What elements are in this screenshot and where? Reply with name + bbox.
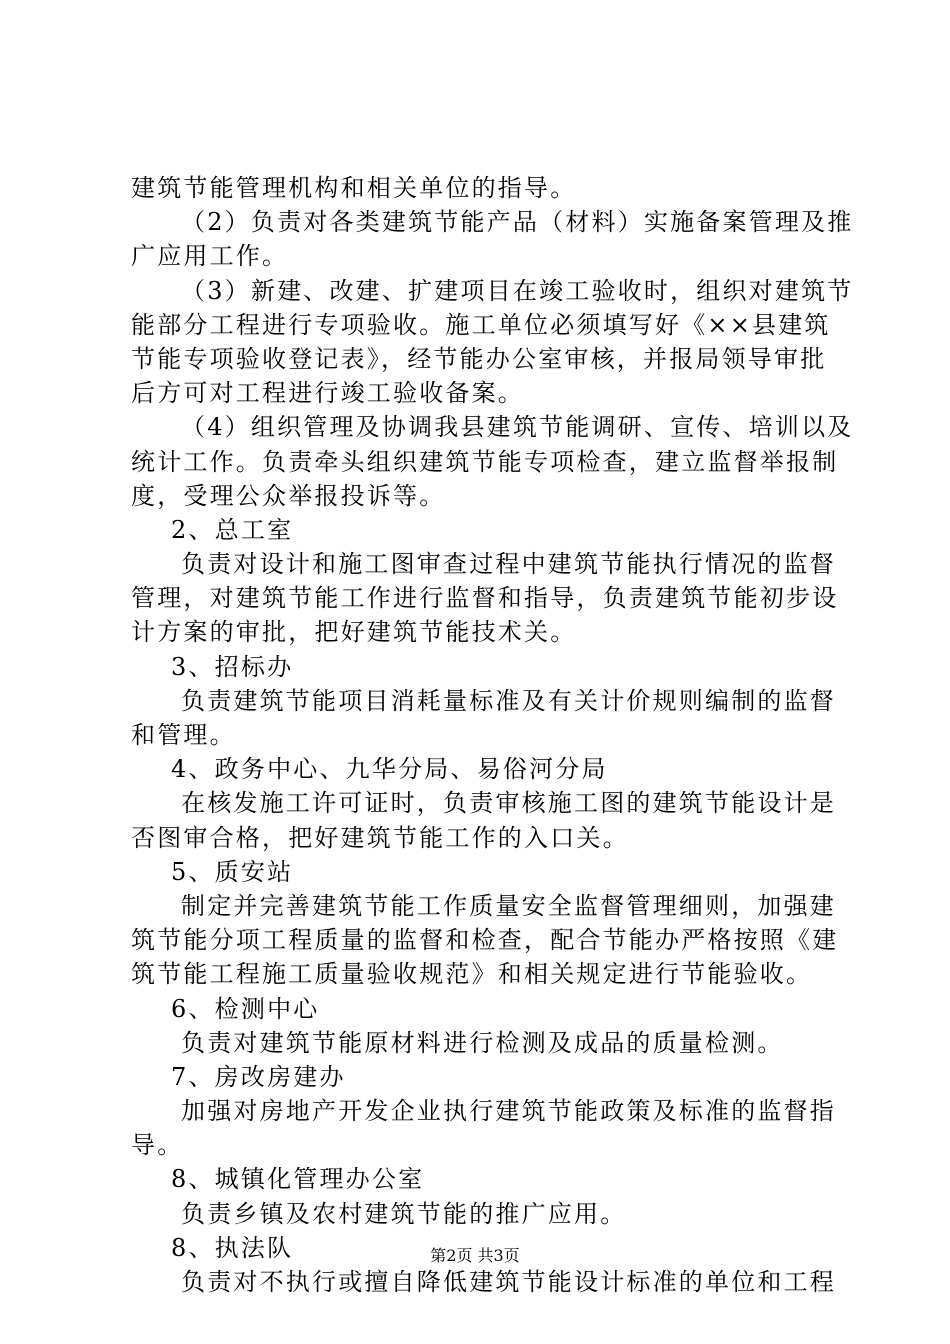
text-line: 6、检测中心 <box>171 994 320 1023</box>
text-line: 广应用工作。 <box>131 242 289 271</box>
text-line: 在核发施工许可证时，负责审核施工图的建筑节能设计是 <box>181 789 836 818</box>
text-line: （4）组织管理及协调我县建筑节能调研、宣传、培训以及 <box>181 413 854 442</box>
text-line: 7、房改房建办 <box>171 1062 346 1091</box>
text-line: 负责乡镇及农村建筑节能的推广应用。 <box>181 1199 627 1228</box>
text-line: 否图审合格，把好建筑节能工作的入口关。 <box>131 823 629 852</box>
text-line: 管理，对建筑节能工作进行监督和指导，负责建筑节能初步设 <box>131 584 839 613</box>
text-line: 建筑节能管理机构和相关单位的指导。 <box>131 174 577 202</box>
text-line: 4、政务中心、九华分局、易俗河分局 <box>171 755 608 784</box>
text-line: 3、招标办 <box>171 652 294 681</box>
text-line: 2、总工室 <box>171 515 294 544</box>
page-footer: 第2页 共3页 <box>430 1246 520 1265</box>
text-line: 5、质安站 <box>171 857 294 886</box>
text-line: 加强对房地产开发企业执行建筑节能政策及标准的监督指 <box>181 1097 836 1126</box>
text-line: 度，受理公众举报投诉等。 <box>131 481 446 510</box>
text-line: （2）负责对各类建筑节能产品（材料）实施备案管理及推 <box>181 208 854 237</box>
text-line: 导。 <box>131 1131 184 1160</box>
text-line: 计方案的审批，把好建筑节能技术关。 <box>131 618 577 647</box>
text-line: 负责建筑节能项目消耗量标准及有关计价规则编制的监督 <box>181 686 836 715</box>
text-line: 负责对建筑节能原材料进行检测及成品的质量检测。 <box>181 1028 784 1057</box>
text-line: 负责对不执行或擅自降低建筑节能设计标准的单位和工程 <box>181 1268 836 1296</box>
text-line: 统计工作。负责牵头组织建筑节能专项检查，建立监督举报制 <box>131 447 839 476</box>
text-line: 8、执法队 <box>171 1233 294 1262</box>
text-line: 筑节能分项工程质量的监督和检查，配合节能办严格按照《建 <box>131 926 839 955</box>
document-body <box>131 171 854 1299</box>
text-line: 8、城镇化管理办公室 <box>171 1165 425 1194</box>
text-line: 制定并完善建筑节能工作质量安全监督管理细则，加强建 <box>181 891 836 920</box>
text-line: 筑节能工程施工质量验收规范》和相关规定进行节能验收。 <box>131 960 813 989</box>
text-line: 和管理。 <box>131 721 236 749</box>
text-line: 节能专项验收登记表》，经节能办公室审核，并报局领导审批 <box>131 344 827 373</box>
text-line: 负责对设计和施工图审查过程中建筑节能执行情况的监督 <box>181 550 836 579</box>
text-line: （3）新建、改建、扩建项目在竣工验收时，组织对建筑节 <box>181 276 854 305</box>
text-line: 后方可对工程进行竣工验收备案。 <box>131 379 524 408</box>
text-line: 能部分工程进行专项验收。施工单位必须填写好《××县建筑 <box>131 310 831 339</box>
